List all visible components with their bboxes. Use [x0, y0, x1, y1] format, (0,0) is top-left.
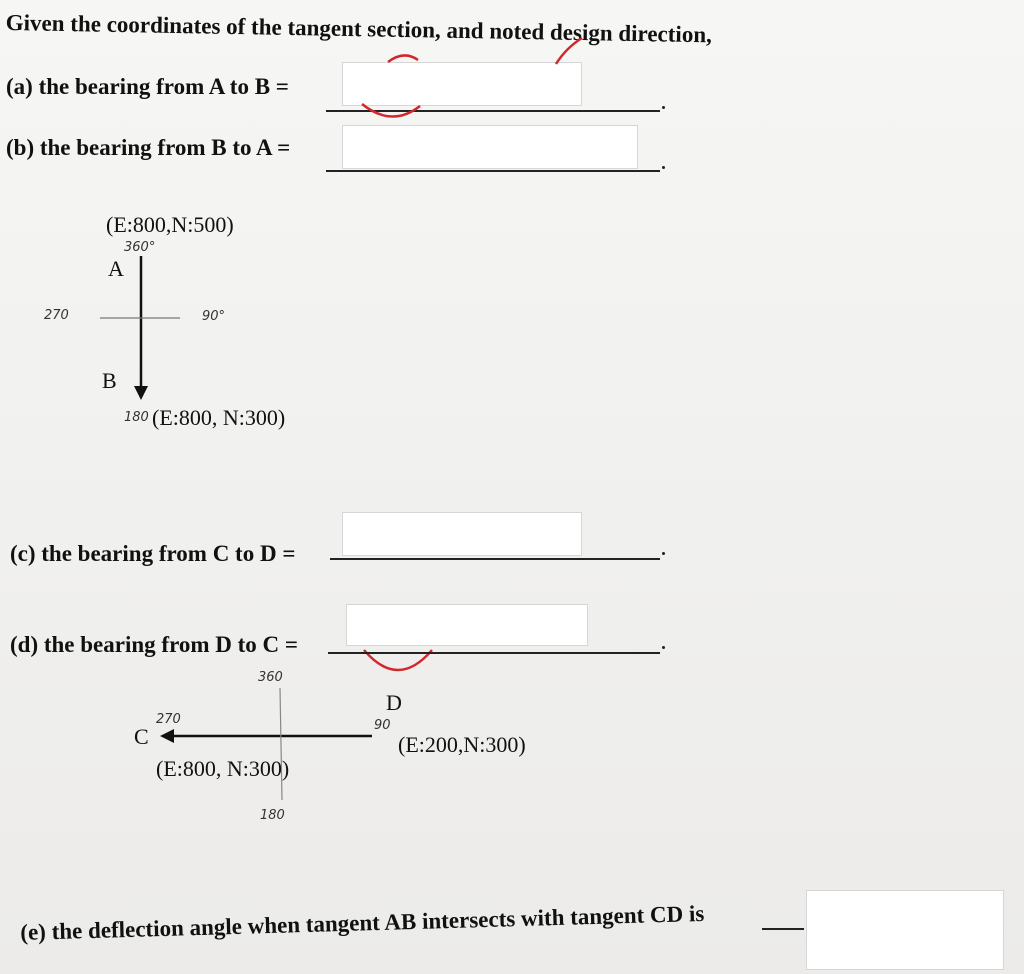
diagram2-arrowhead [160, 729, 174, 743]
diagram1-arrowhead [134, 386, 148, 400]
diagram1-point-b: B [102, 368, 117, 393]
diagram1-coord-a: (E:800,N:500) [106, 212, 234, 237]
diagram2-cross-line [280, 688, 282, 800]
answer-line-c [330, 558, 660, 560]
diagram1-mark-bottom: 180 [124, 410, 149, 425]
question-d: (d) the bearing from D to C = [10, 632, 299, 657]
answer-box-e[interactable] [806, 890, 1004, 970]
red-mark-check [556, 38, 582, 64]
answer-line-e [762, 928, 804, 930]
red-mark-bottom-a [362, 104, 420, 117]
diagram1-mark-right: 90° [202, 309, 226, 324]
diagram1-mark-left: 270 [44, 308, 69, 323]
diagram2-mark-left: 270 [156, 712, 181, 727]
question-c: (c) the bearing from C to D = [10, 541, 296, 566]
question-a: (a) the bearing from A to B = [6, 74, 289, 99]
diagram1-mark-top: 360° [124, 240, 156, 255]
answer-dot-c [662, 552, 665, 555]
diagram2-point-c: C [134, 724, 149, 749]
diagram2-mark-right: 90 [374, 718, 391, 733]
answer-box-c[interactable] [342, 512, 582, 556]
answer-dot-d [662, 646, 665, 649]
question-e: (e) the deflection angle when tangent AB intersects with tangent CD is [20, 900, 705, 945]
diagram2-mark-bottom: 180 [260, 808, 285, 823]
intro-text: Given the coordinates of the tangent section, and noted design direction, [5, 10, 713, 48]
diagram1-point-a: A [108, 256, 124, 281]
diagram2-mark-top: 360 [258, 670, 283, 685]
question-b: (b) the bearing from B to A = [6, 135, 291, 160]
answer-line-d [328, 652, 660, 654]
answer-box-d[interactable] [346, 604, 588, 646]
diagram2-point-d: D [386, 690, 402, 715]
diagram2-coord-c: (E:800, N:300) [156, 756, 290, 781]
diagram1-coord-b: (E:800, N:300) [152, 405, 286, 430]
red-mark-top-a [388, 55, 418, 62]
diagram2-coord-d: (E:200,N:300) [398, 732, 526, 757]
